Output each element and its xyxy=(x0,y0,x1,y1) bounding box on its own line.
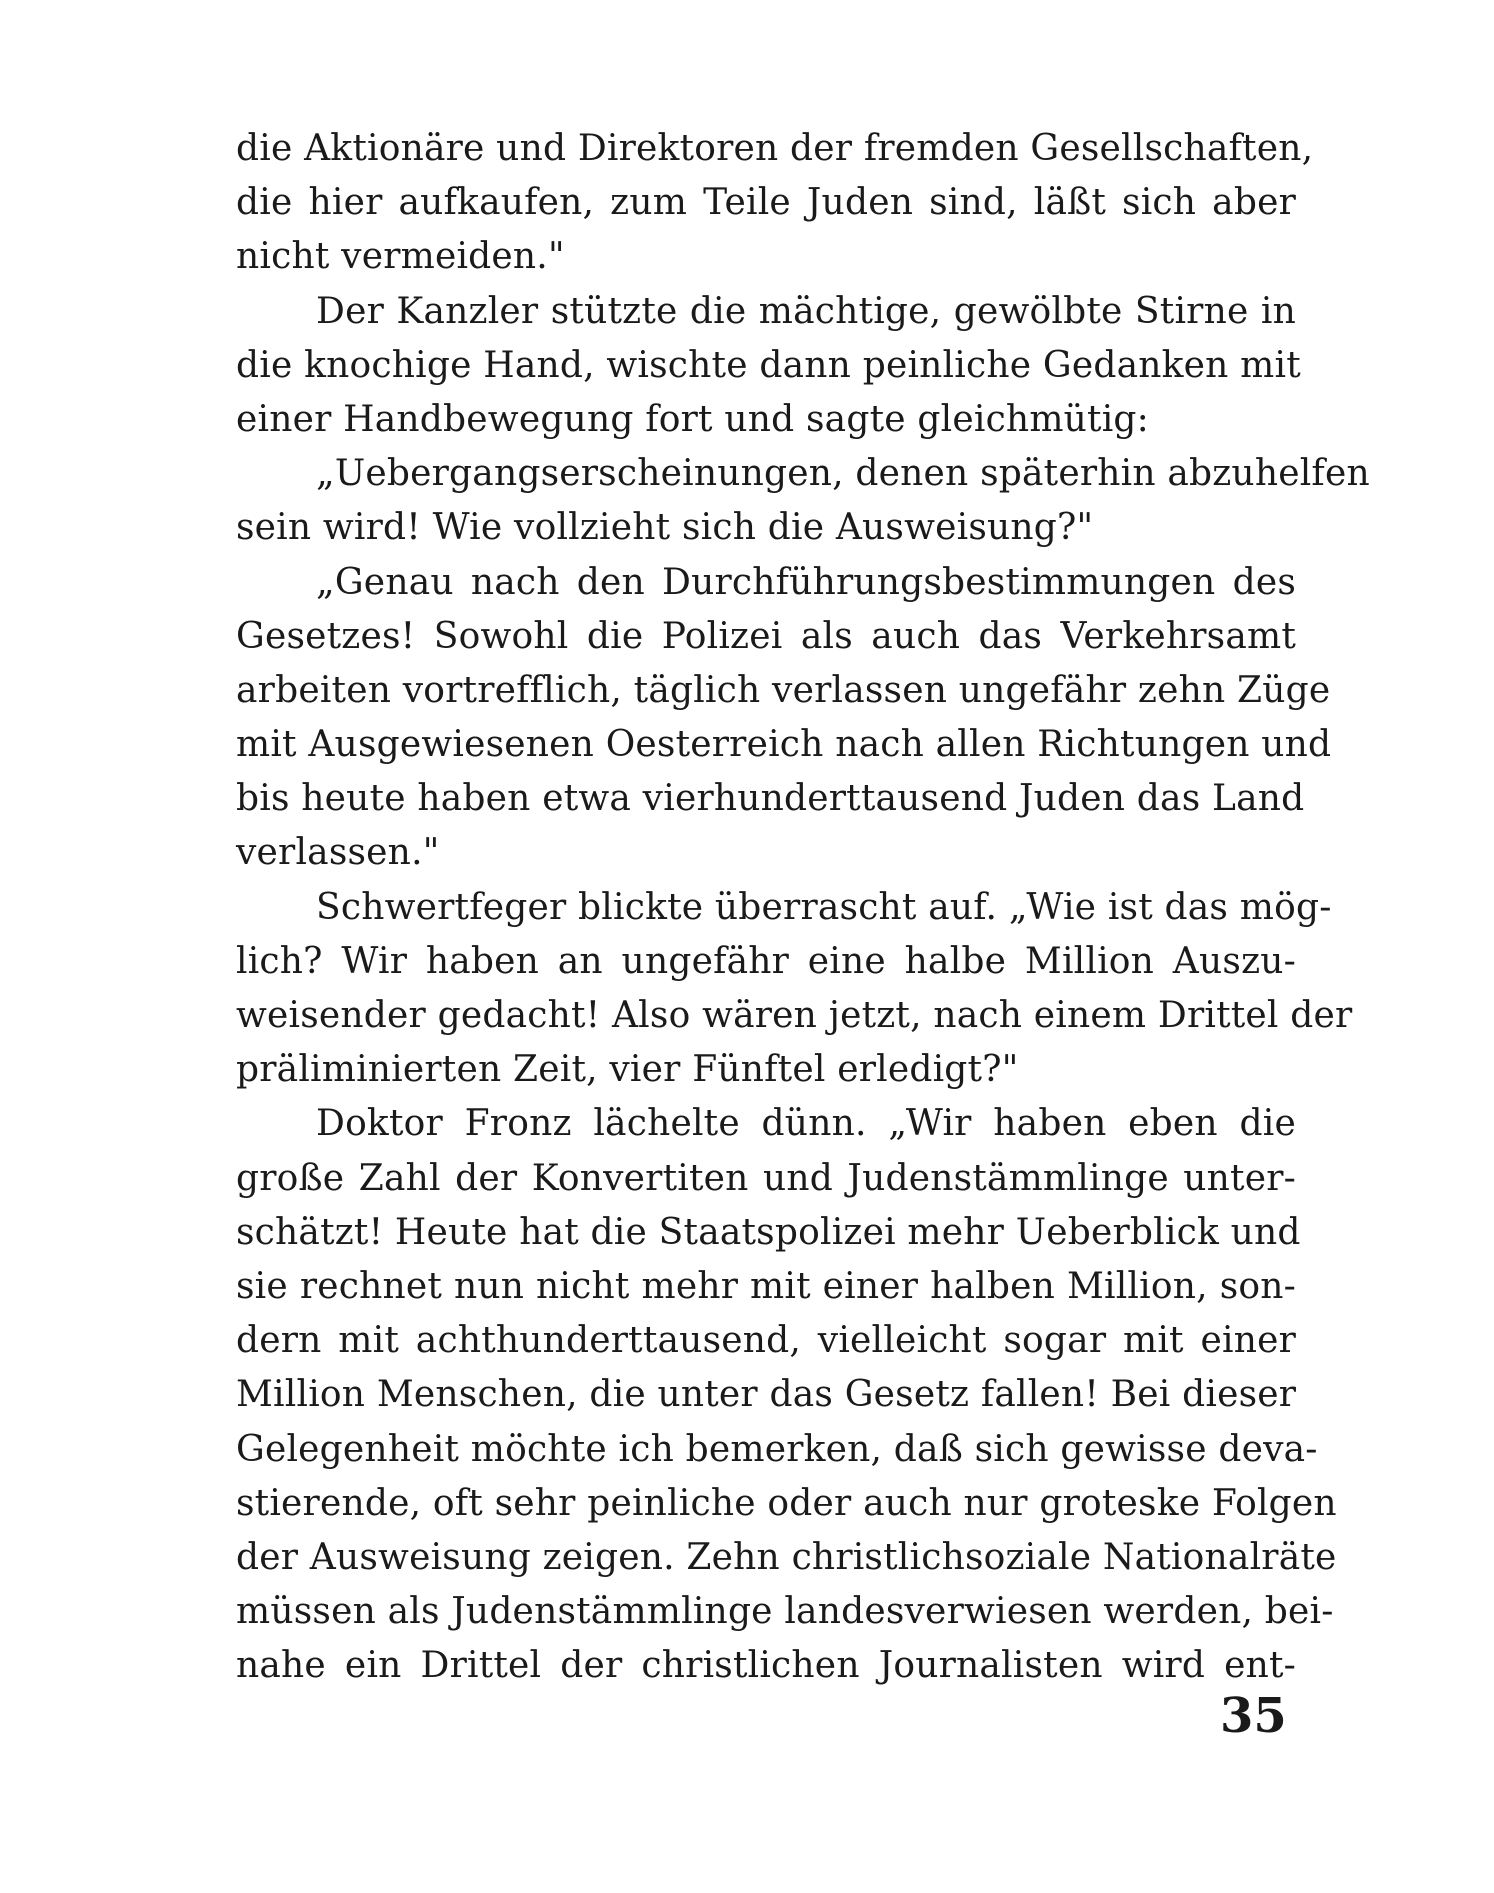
text-line: stierende, oft sehr peinliche oder auch nur groteske Folgen xyxy=(236,1482,1337,1524)
text-line: sein wird! Wie vollzieht sich die Ausweisung?" xyxy=(236,507,1094,549)
text-line: die Aktionäre und Direktoren der fremden Gesellschaften, xyxy=(236,128,1314,169)
text-line: Million Menschen, die unter das Gesetz fallen! Bei dieser xyxy=(236,1374,1297,1416)
text-line: bis heute haben etwa vierhunderttausend Juden das Land xyxy=(236,778,1305,820)
text-line: Gelegenheit möchte ich bemerken, daß sich gewisse deva- xyxy=(236,1428,1318,1470)
text-line: nicht vermeiden." xyxy=(236,236,565,278)
text-line: einer Handbewegung fort und sagte gleichmütig: xyxy=(236,398,1149,440)
text-line: Der Kanzler stützte die mächtige, gewölbte Stirne in xyxy=(316,290,1296,332)
body-text xyxy=(236,122,1370,1693)
text-line: große Zahl der Konvertiten und Judenstämmlinge unter- xyxy=(236,1157,1296,1199)
text-line: schätzt! Heute hat die Staatspolizei mehr Ueberblick und xyxy=(236,1211,1301,1253)
text-line: verlassen." xyxy=(236,832,440,874)
text-line: sie rechnet nun nicht mehr mit einer halben Million, son- xyxy=(236,1265,1296,1307)
text-line: „Genau nach den Durchführungsbestimmungen des xyxy=(316,561,1296,603)
text-line: weisender gedacht! Also wären jetzt, nach einem Drittel der xyxy=(236,995,1353,1036)
text-line: Schwertfeger blickte überrascht auf. „Wie ist das mög- xyxy=(316,886,1332,928)
text-line: arbeiten vortrefflich, täglich verlassen ungefähr zehn Züge xyxy=(236,669,1331,711)
text-line: nahe ein Drittel der christlichen Journalisten wird ent- xyxy=(236,1645,1296,1687)
text-line: Gesetzes! Sowohl die Polizei als auch das Verkehrsamt xyxy=(236,615,1296,657)
text-line: „Uebergangserscheinungen, denen späterhin abzuhelfen xyxy=(316,453,1370,495)
text-line: mit Ausgewiesenen Oesterreich nach allen Richtungen und xyxy=(236,724,1332,766)
text-line: die knochige Hand, wischte dann peinliche Gedanken mit xyxy=(236,344,1301,386)
text-line: lich? Wir haben an ungefähr eine halbe Million Auszu- xyxy=(236,940,1296,982)
text-line: dern mit achthunderttausend, vielleicht sogar mit einer xyxy=(236,1320,1296,1362)
text-line: die hier aufkaufen, zum Teile Juden sind, läßt sich aber xyxy=(236,182,1296,224)
text-line: müssen als Judenstämmlinge landesverwiesen werden, bei- xyxy=(236,1591,1334,1633)
text-line: Doktor Fronz lächelte dünn. „Wir haben eben die xyxy=(316,1103,1296,1145)
text-line: präliminierten Zeit, vier Fünftel erledigt?" xyxy=(236,1049,1019,1091)
text-line: der Ausweisung zeigen. Zehn christlichsoziale Nationalräte xyxy=(236,1536,1337,1578)
page-number: 35 xyxy=(1220,1688,1287,1744)
